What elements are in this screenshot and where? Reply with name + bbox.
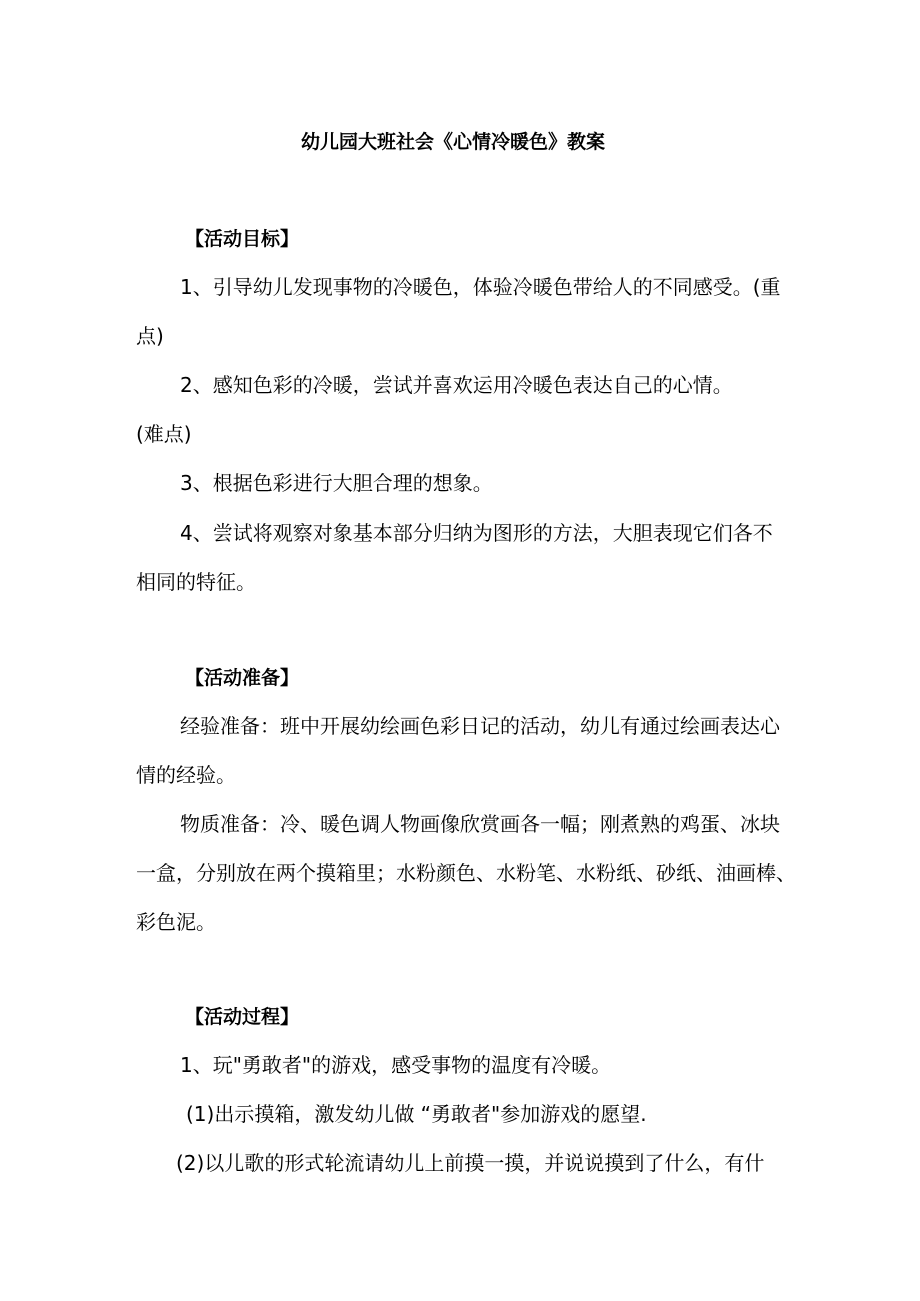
document-title: 幼儿园大班社会《心情冷暖色》教案 [301, 131, 606, 153]
goal-item-3: 3、根据色彩进行大胆合理的想象。 [180, 471, 493, 495]
material-preparation-line-1: 物质准备：冷、暖色调人物画像欣赏画各一幅；刚煮熟的鸡蛋、冰块 [180, 812, 780, 836]
goal-item-1-line-1: 1、引导幼儿发现事物的冷暖色，体验冷暖色带给人的不同感受。(重 [180, 275, 781, 299]
goal-item-4-line-1: 4、尝试将观察对象基本部分归纳为图形的方法，大胆表现它们各不 [180, 521, 773, 545]
goal-item-1-line-2: 点) [136, 324, 164, 348]
preparation-heading: 【活动准备】 [185, 667, 300, 689]
material-preparation-line-3: 彩色泥。 [136, 910, 216, 934]
process-heading: 【活动过程】 [185, 1006, 300, 1028]
material-preparation-line-2: 一盒，分别放在两个摸箱里；水粉颜色、水粉笔、水粉纸、砂纸、油画棒、 [136, 861, 796, 885]
goal-item-4-line-2: 相同的特征。 [136, 570, 256, 594]
goal-item-2-line-2: (难点) [136, 422, 192, 446]
goal-item-2-line-1: 2、感知色彩的冷暖，尝试并喜欢运用冷暖色表达自己的心情。 [180, 373, 733, 397]
goals-heading: 【活动目标】 [185, 228, 300, 250]
process-step-1-sub-2: (2)以儿歌的形式轮流请幼儿上前摸一摸，并说说摸到了什么，有什 [176, 1151, 765, 1175]
process-step-1: 1、玩"勇敢者"的游戏，感受事物的温度有冷暖。 [180, 1053, 612, 1077]
experience-preparation-line-1: 经验准备：班中开展幼绘画色彩日记的活动，幼儿有通过绘画表达心 [180, 714, 780, 738]
process-step-1-sub-1: (1)出示摸箱，激发幼儿做 “勇敢者"参加游戏的愿望. [186, 1102, 647, 1126]
experience-preparation-line-2: 情的经验。 [136, 763, 236, 787]
